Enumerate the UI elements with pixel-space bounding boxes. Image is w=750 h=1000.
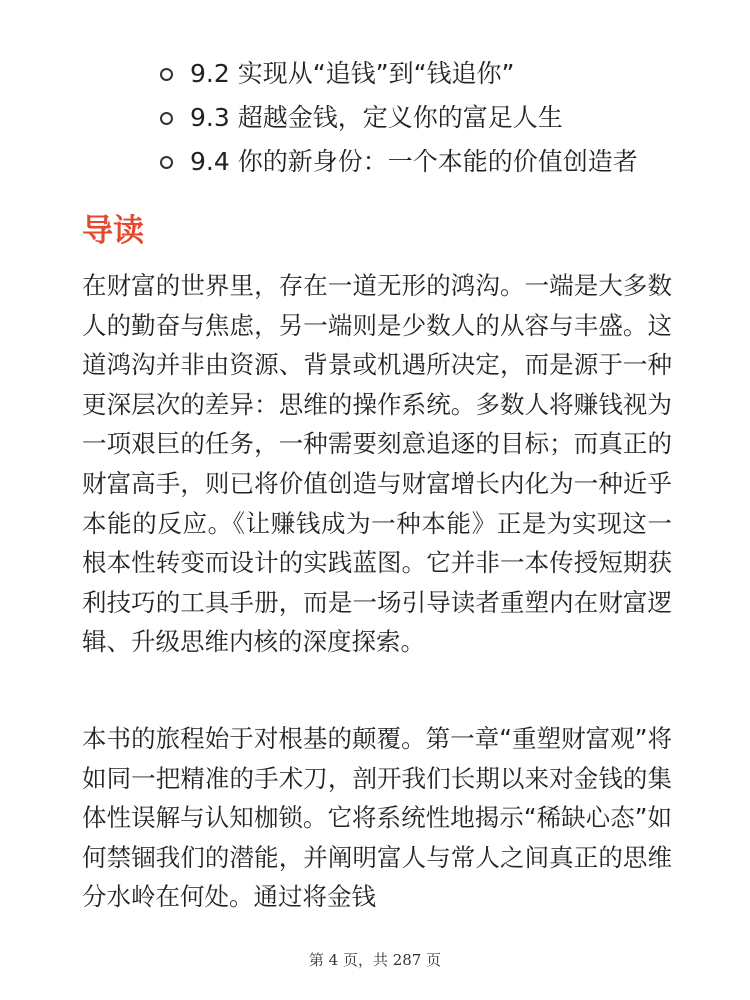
hollow-circle-bullet-icon: [160, 156, 173, 169]
hollow-circle-bullet-icon: [160, 112, 173, 125]
page-number-footer: 第 4 页，共 287 页: [308, 951, 442, 969]
toc-item: [160, 96, 720, 140]
section-heading: 导读: [82, 213, 144, 249]
body-paragraph: 本书的旅程始于对根基的颠覆。第一章“重塑财富观”将如同一把精准的手术刀，剖开我们长期以来对金钱的集体性误解与认知枷锁。它将系统性地揭示“稀缺心态”如何禁锢我们的潜能，并阐明富人与常人之间真正的思维分水岭在何处。通过将金钱: [82, 724, 672, 912]
toc-item-label: 9.4 你的新身份：一个本能的价值创造者: [190, 147, 638, 176]
toc-item: [160, 52, 720, 96]
toc-item-label: 9.3 超越金钱，定义你的富足人生: [190, 103, 563, 132]
toc-item: [160, 140, 720, 184]
hollow-circle-bullet-icon: [160, 68, 173, 81]
body-paragraph: 在财富的世界里，存在一道无形的鸿沟。一端是大多数人的勤奋与焦虑，另一端则是少数人的从容与丰盛。这道鸿沟并非由资源、背景或机遇所决定，而是源于一种更深层次的差异：思维的操作系统。多数人将赚钱视为一项艰巨的任务，一种需要刻意追逐的目标；而真正的财富高手，则已将价值创造与财富增长内化为一种近乎本能的反应。《让赚钱成为一种本能》正是为实现这一根本性转变而设计的实践蓝图。它并非一本传授短期获利技巧的工具手册，而是一场引导读者重塑内在财富逻辑、升级思维内核的深度探索。: [82, 271, 672, 657]
toc-item-label: 9.2 实现从“追钱”到“钱追你”: [190, 59, 515, 88]
table-of-contents-list: [160, 52, 720, 184]
